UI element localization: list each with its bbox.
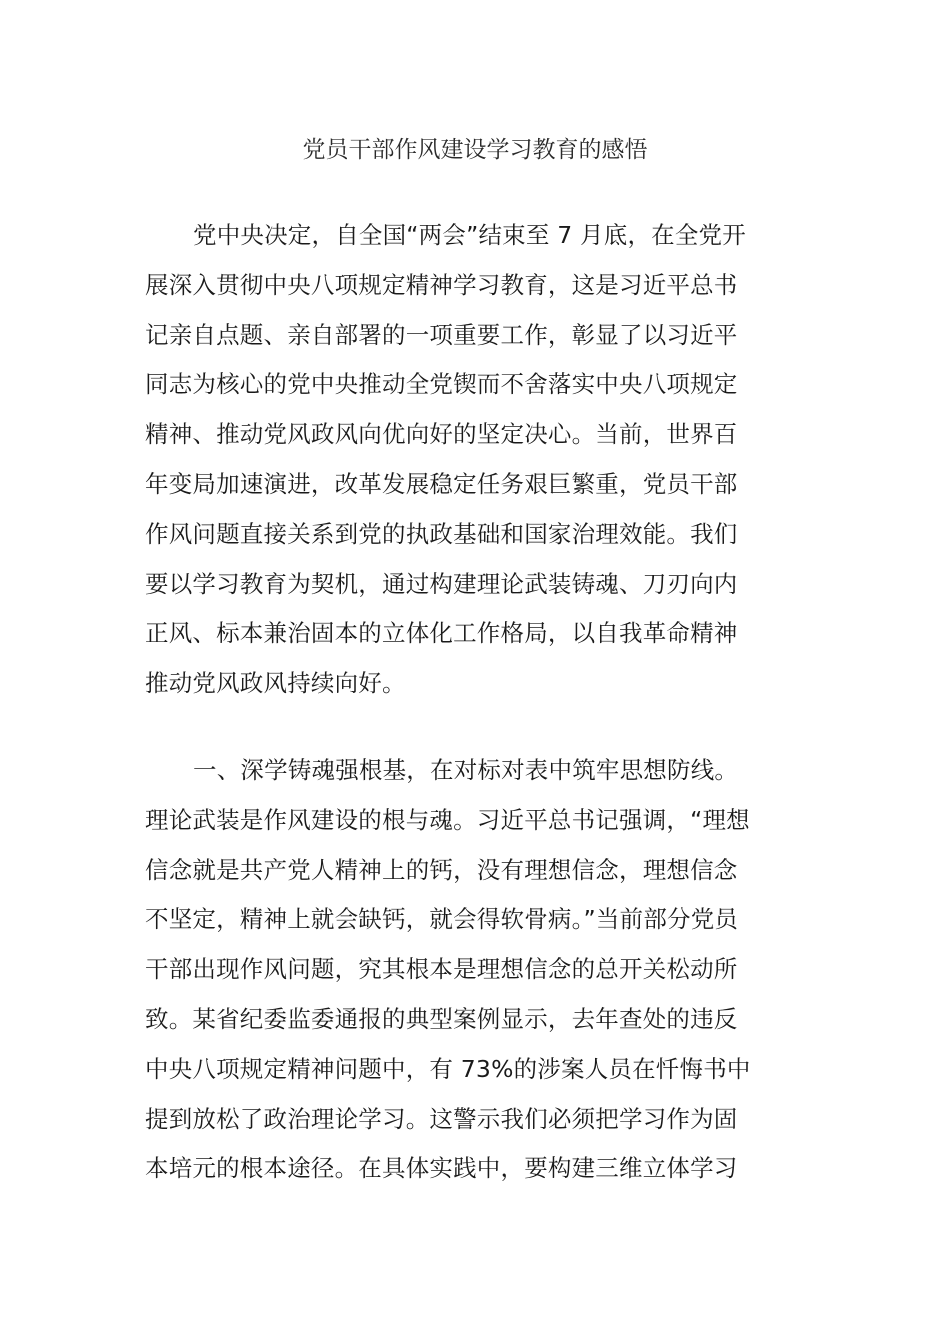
text-line: 推动党风政风持续向好。	[145, 669, 406, 698]
text-line: 党中央决定，自全国“两会”结束至 7 月底，在全党开	[193, 221, 746, 249]
text-line: 中央八项规定精神问题中，有 73%的涉案人员在忏悔书中	[145, 1054, 751, 1083]
text-line: 要以学习教育为契机，通过构建理论武装铸魂、刀刃向内	[145, 569, 738, 598]
text-line: 精神、推动党风政风向优向好的坚定决心。当前，世界百	[145, 420, 738, 449]
text-line: 展深入贯彻中央八项规定精神学习教育，这是习近平总书	[145, 270, 738, 299]
text-line: 本培元的根本途径。在具体实践中，要构建三维立体学习	[145, 1154, 738, 1183]
paragraph-section-one	[145, 746, 805, 1194]
text-line: 同志为核心的党中央推动全党锲而不舍落实中央八项规定	[145, 370, 738, 399]
text-line: 记亲自点题、亲自部署的一项重要工作，彰显了以习近平	[145, 320, 738, 349]
text-line: 提到放松了政治理论学习。这警示我们必须把学习作为固	[145, 1104, 738, 1133]
text-line: 理论武装是作风建设的根与魂。习近平总书记强调，“理想	[145, 805, 750, 834]
text-line: 不坚定，精神上就会缺钙，就会得软骨病。”当前部分党员	[145, 905, 739, 934]
text-line: 致。某省纪委监委通报的典型案例显示，去年查处的违反	[145, 1004, 738, 1033]
text-line: 年变局加速演进，改革发展稳定任务艰巨繁重，党员干部	[145, 469, 738, 498]
section-heading-line: 一、深学铸魂强根基，在对标对表中筑牢思想防线。	[193, 756, 739, 784]
paragraph-intro	[145, 211, 805, 709]
text-line: 信念就是共产党人精神上的钙，没有理想信念，理想信念	[145, 855, 738, 884]
text-line: 正风、标本兼治固本的立体化工作格局，以自我革命精神	[145, 619, 738, 648]
text-line: 干部出现作风问题，究其根本是理想信念的总开关松动所	[145, 955, 738, 984]
text-line: 作风问题直接关系到党的执政基础和国家治理效能。我们	[145, 519, 738, 548]
document-title: 党员干部作风建设学习教育的感悟	[302, 137, 648, 163]
